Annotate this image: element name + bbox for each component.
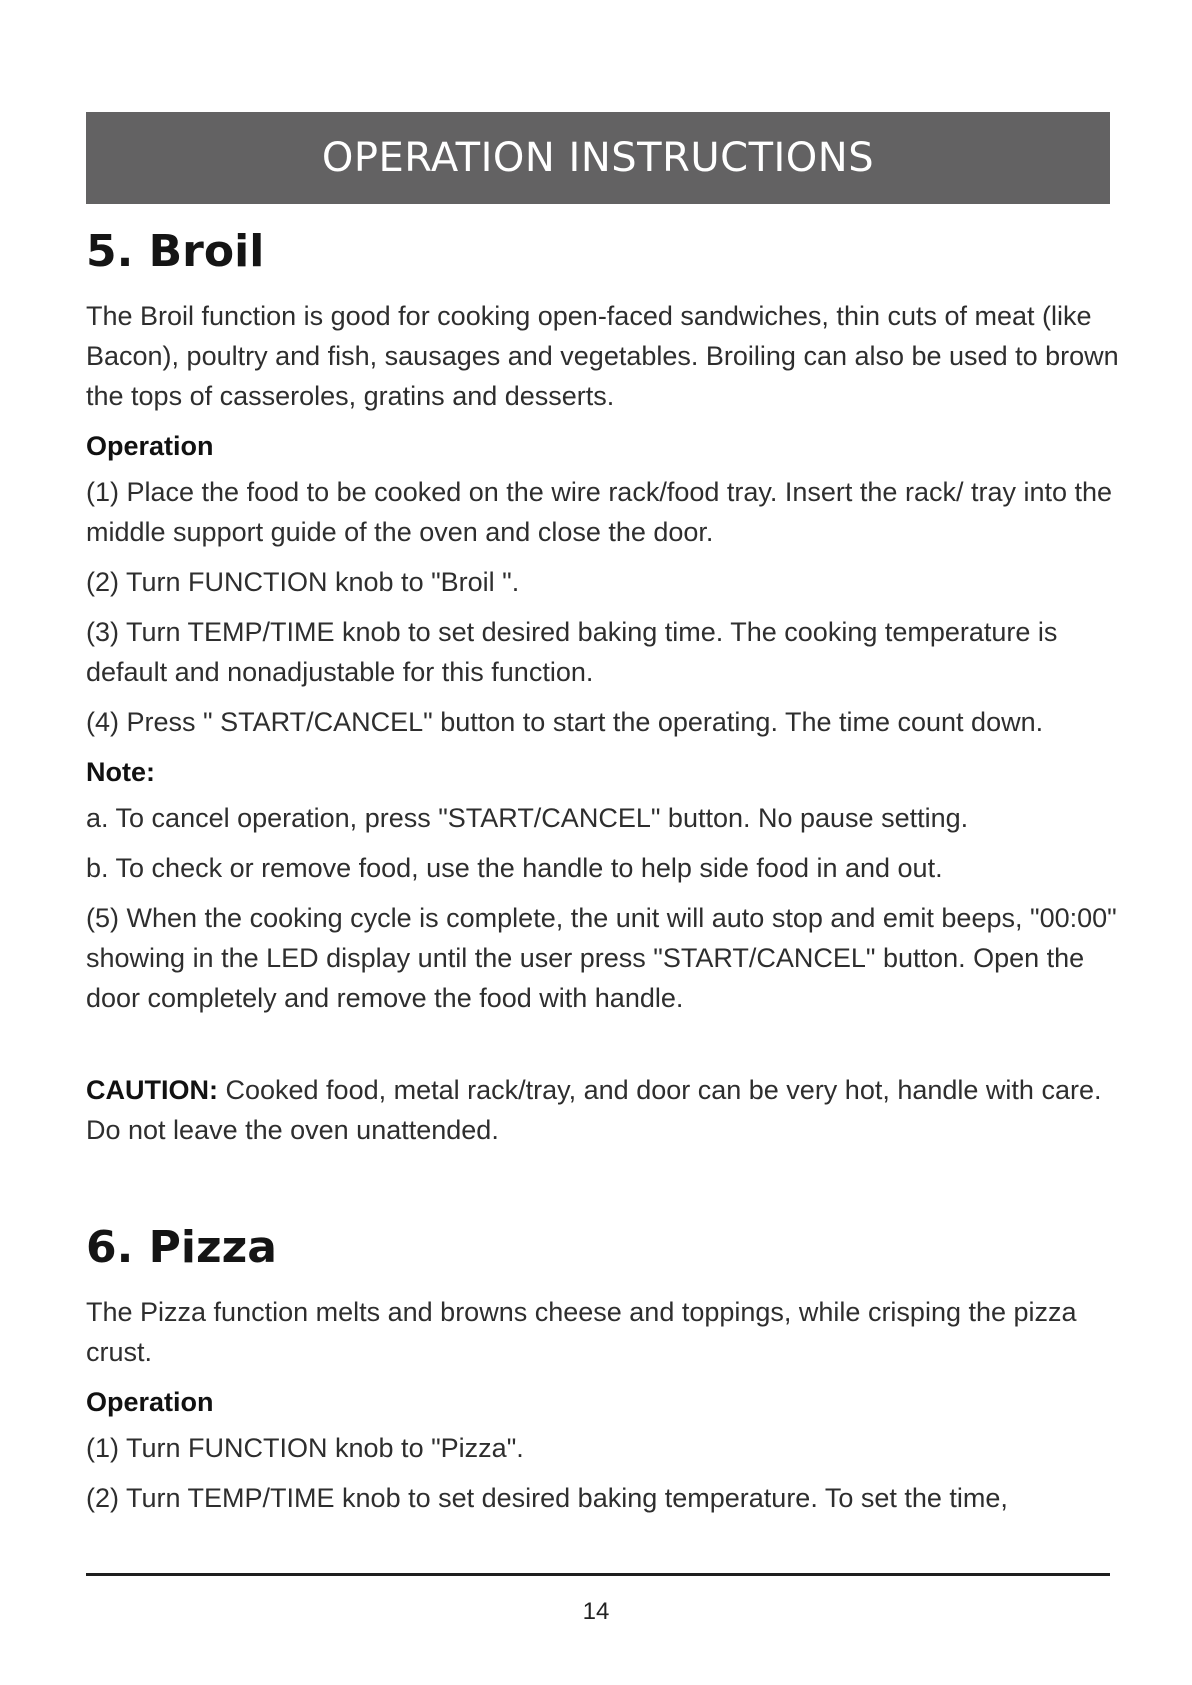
pizza-operation-heading: Operation	[86, 1387, 214, 1417]
footer-divider	[86, 1573, 1110, 1576]
page-content	[86, 222, 1136, 1528]
broil-step-3: (3) Turn TEMP/TIME knob to set desired baking time. The cooking temperature is default and nonadjustable for this function.	[86, 617, 1058, 687]
broil-note-a: a. To cancel operation, press "START/CANCEL" button. No pause setting.	[86, 803, 969, 833]
pizza-step-2: (2) Turn TEMP/TIME knob to set desired baking temperature. To set the time,	[86, 1483, 1008, 1513]
broil-step-4: (4) Press " START/CANCEL" button to start the operating. The time count down.	[86, 707, 1044, 737]
pizza-intro: The Pizza function melts and browns cheese and toppings, while crisping the pizza crust.	[86, 1297, 1077, 1367]
broil-note-heading: Note:	[86, 757, 155, 787]
broil-step-5: (5) When the cooking cycle is complete, the unit will auto stop and emit beeps, "00:00" showing in the LED display until the user press "START/CANCEL" button. Open the door completely and remove the food with handle.	[86, 903, 1117, 1013]
caution-text: Cooked food, metal rack/tray, and door can be very hot, handle with care. Do not leave the oven unattended.	[86, 1075, 1102, 1145]
broil-caution	[86, 1070, 1136, 1150]
broil-intro: The Broil function is good for cooking open-faced sandwiches, thin cuts of meat (like Bacon), poultry and fish, sausages and vegetables. Broiling can also be used to brown the tops of casseroles, gratins and desserts.	[86, 301, 1119, 411]
page-number: 14	[582, 1598, 610, 1625]
caution-label: CAUTION:	[86, 1075, 218, 1105]
section-header-bar	[86, 112, 1110, 204]
broil-note-b: b. To check or remove food, use the handle to help side food in and out.	[86, 853, 943, 883]
broil-section-title: 5. Broil	[86, 226, 265, 277]
pizza-step-1: (1) Turn FUNCTION knob to "Pizza".	[86, 1433, 524, 1463]
broil-operation-heading: Operation	[86, 431, 214, 461]
page-header-title: OPERATION INSTRUCTIONS	[321, 135, 875, 181]
broil-step-1: (1) Place the food to be cooked on the wire rack/food tray. Insert the rack/ tray into the middle support guide of the oven and close the door.	[86, 477, 1113, 547]
pizza-section-title: 6. Pizza	[86, 1222, 277, 1273]
broil-step-2: (2) Turn FUNCTION knob to "Broil ".	[86, 567, 520, 597]
